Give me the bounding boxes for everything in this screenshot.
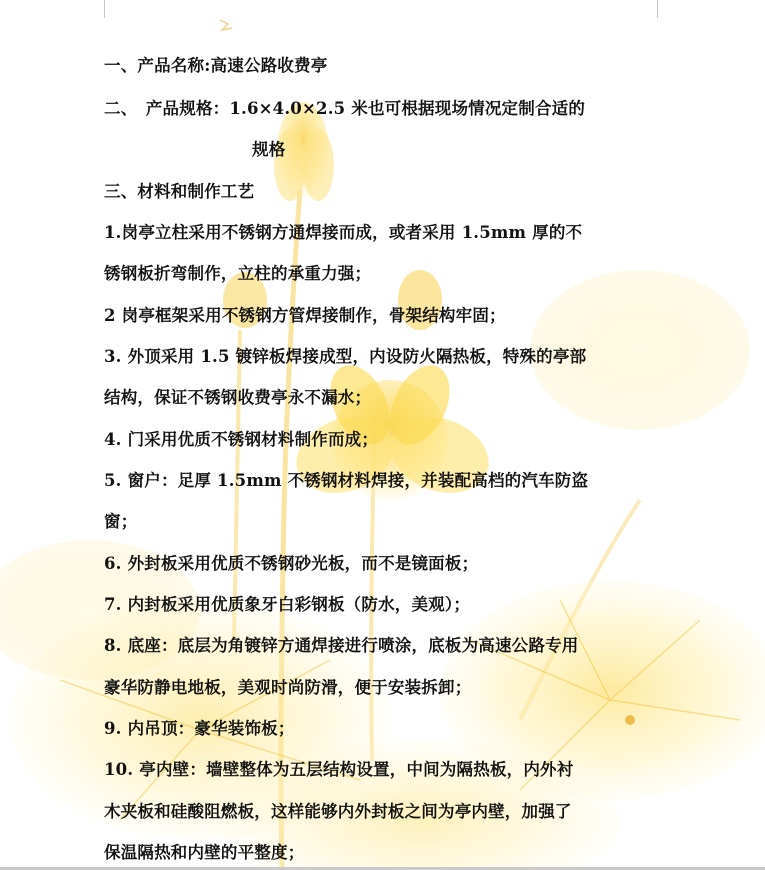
text-line: 二、 产品规格：1.6×4.0×2.5 米也可根据现场情况定制合适的: [104, 99, 586, 118]
text-line: 9. 内吊顶：豪华装饰板；: [104, 719, 295, 738]
text-line: 8. 底座：底层为角镀锌方通焊接进行喷涂，底板为高速公路专用: [104, 636, 579, 655]
text-line: 结构，保证不锈钢收费亭永不漏水；: [104, 388, 372, 407]
text-line: 豪华防静电地板，美观时尚防滑，便于安装拆卸；: [104, 678, 472, 697]
text-line: 2 岗亭框架采用不锈钢方管焊接制作，骨架结构牢固；: [104, 306, 506, 325]
text-line: 锈钢板折弯制作，立柱的承重力强；: [104, 264, 372, 283]
text-line: 3. 外顶采用 1.5 镀锌板焊接成型，内设防火隔热板，特殊的亭部: [104, 347, 587, 366]
text-line: 木夹板和硅酸阻燃板，这样能够内外封板之间为亭内壁，加强了: [104, 802, 572, 821]
section-heading: 三、材料和制作工艺: [104, 182, 255, 201]
text-line: 6. 外封板采用优质不锈钢砂光板，而不是镜面板；: [104, 554, 479, 573]
text-line: 保温隔热和内壁的平整度；: [104, 843, 305, 862]
text-line: 4. 门采用优质不锈钢材料制作而成；: [104, 430, 379, 449]
text-line: 5. 窗户：足厚 1.5mm 不锈钢材料焊接，并装配高档的汽车防盗: [104, 471, 589, 490]
text-line: 规格: [252, 140, 286, 159]
text-line: 一、产品名称:高速公路收费亭: [104, 56, 328, 75]
text-line: 7. 内封板采用优质象牙白彩钢板（防水，美观）；: [104, 595, 471, 614]
text-line: 10. 亭内壁：墙壁整体为五层结构设置，中间为隔热板，内外衬: [104, 760, 574, 779]
text-line: 窗；: [104, 512, 138, 531]
text-line: 1.岗亭立柱采用不锈钢方通焊接而成，或者采用 1.5mm 厚的不: [104, 223, 583, 242]
